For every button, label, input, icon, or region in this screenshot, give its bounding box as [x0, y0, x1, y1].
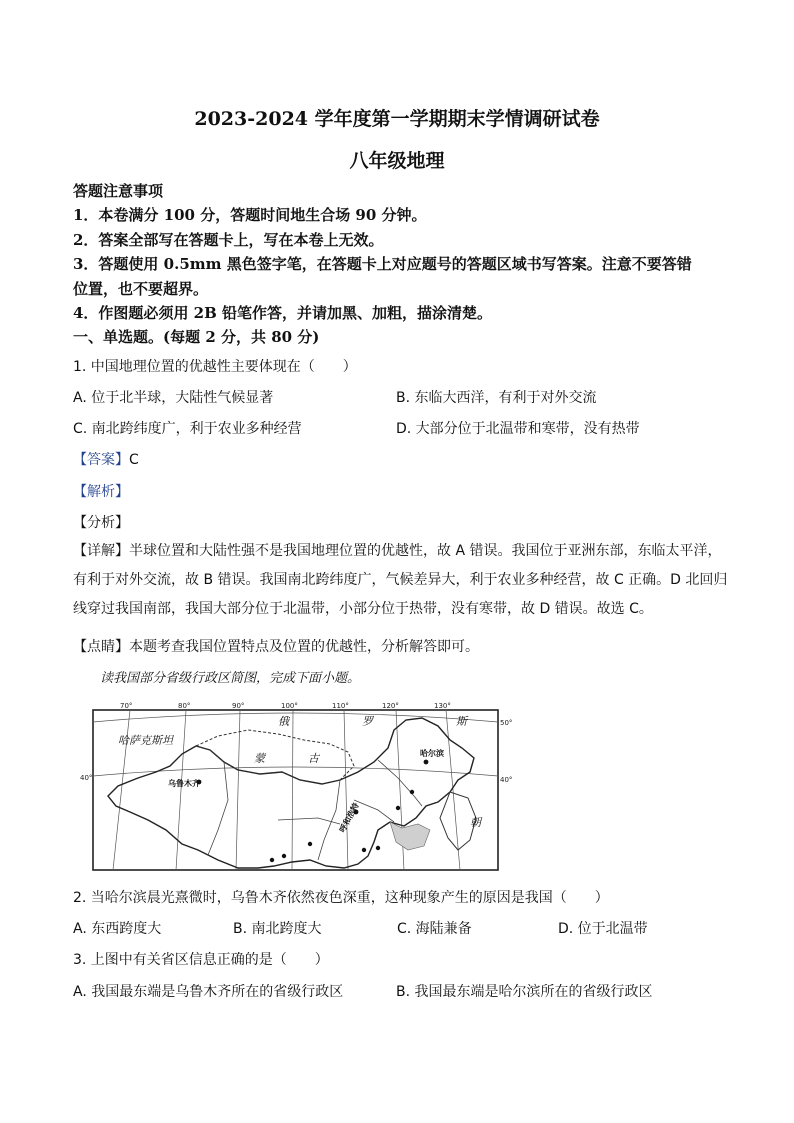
map-intro: 读我国部分省级行政区简图，完成下面小题。: [100, 671, 361, 686]
fenxi-label: 【分析】: [73, 515, 129, 531]
region-label: 俄: [278, 715, 289, 728]
question-2-stem: 2. 当哈尔滨晨光熹微时，乌鲁木齐依然夜色深重，这种现象产生的原因是我国（ ）: [73, 890, 609, 906]
analysis-label: 【解析】: [73, 484, 129, 500]
city-dot: [308, 842, 312, 846]
answer-line: [73, 449, 139, 469]
comment-text: 本题考查我国位置特点及位置的优越性，分析解答即可。: [129, 639, 479, 655]
city-dot: [396, 806, 400, 810]
region-label: 哈萨克斯坦: [118, 734, 173, 747]
notice-item: 3．答题使用 0.5mm 黑色签字笔，在答题卡上对应题号的答题区域书写答案。注意不要答错: [73, 255, 692, 273]
question-2-option-d: D. 位于北温带: [558, 921, 648, 937]
detail-line: 有利于对外交流，故 B 错误。我国南北跨纬度广，气候差异大，利于农业多种经营，故 C 正确。D 北回归: [73, 572, 728, 588]
question-2-option-c: C. 海陆兼备: [397, 921, 472, 937]
region-label: 斯: [456, 715, 467, 728]
lon-label: 130°: [434, 702, 451, 710]
notice-item: 4．作图题必须用 2B 铅笔作答，并请加黑、加粗，描涂清楚。: [73, 304, 492, 322]
city-dot: [376, 846, 380, 850]
question-3-option-a: A. 我国最东端是乌鲁木齐所在的省级行政区: [73, 984, 344, 1000]
region-label: 罗: [362, 715, 373, 728]
city-label-urumqi: 乌鲁木齐: [168, 779, 200, 788]
question-1-option-c: C. 南北跨纬度广，利于农业多种经营: [73, 421, 302, 437]
lon-label: 70°: [120, 702, 133, 710]
detail-line: 线穿过我国南部，我国大部分位于北温带，小部分位于热带，没有寒带，故 D 错误。故选 C。: [73, 601, 653, 617]
exam-title: 2023-2024 学年度第一学期期末学情调研试卷: [194, 108, 600, 130]
city-dot: [410, 790, 414, 794]
region-label: 古: [308, 752, 319, 765]
detail-label: 【详解】: [73, 543, 129, 559]
city-label-hohhot: 呼和浩特: [337, 801, 361, 834]
detail-paragraph: [73, 537, 733, 624]
question-1-option-a: A. 位于北半球，大陆性气候显著: [73, 390, 274, 406]
notice-item: 位置，也不要超界。: [73, 280, 209, 298]
exam-subtitle: 八年级地理: [349, 150, 445, 172]
lon-label: 90°: [232, 702, 245, 710]
region-label: 蒙: [254, 752, 265, 765]
lon-label: 100°: [281, 702, 298, 710]
answer-label: 【答案】: [73, 452, 129, 468]
comment-label: 【点睛】: [73, 639, 129, 655]
province-map: [78, 700, 513, 875]
region-label: 朝: [470, 816, 481, 829]
lon-label: 120°: [382, 702, 399, 710]
question-2-option-b: B. 南北跨度大: [233, 921, 322, 937]
lat-label: 40°: [80, 774, 93, 782]
city-label-harbin: 哈尔滨: [420, 749, 444, 758]
question-1-option-b: B. 东临大西洋，有利于对外交流: [396, 390, 597, 406]
lat-label: 50°: [500, 719, 513, 727]
city-dot: [282, 854, 286, 858]
section-heading: 一、单选题。(每题 2 分，共 80 分): [73, 328, 320, 346]
question-2-option-a: A. 东西跨度大: [73, 921, 162, 937]
city-dot: [362, 848, 366, 852]
notice-heading: 答题注意事项: [73, 182, 164, 200]
detail-line: 半球位置和大陆性强不是我国地理位置的优越性，故 A 错误。我国位于亚洲东部，东临太平洋，: [129, 543, 722, 559]
notice-item: 2．答案全部写在答题卡上，写在本卷上无效。: [73, 231, 384, 249]
lat-label: 40°: [500, 776, 513, 784]
question-1-stem: 1. 中国地理位置的优越性主要体现在（ ）: [73, 359, 357, 375]
comment-line: [73, 636, 479, 656]
question-1-option-d: D. 大部分位于北温带和寒带，没有热带: [396, 421, 640, 437]
city-dot: [424, 760, 429, 765]
city-dot: [270, 858, 274, 862]
lon-label: 80°: [178, 702, 191, 710]
question-3-stem: 3. 上图中有关省区信息正确的是（ ）: [73, 952, 329, 968]
question-3-option-b: B. 我国最东端是哈尔滨所在的省级行政区: [396, 984, 653, 1000]
answer-value: C: [129, 452, 139, 468]
notice-item: 1．本卷满分 100 分，答题时间地生合场 90 分钟。: [73, 206, 427, 224]
lon-label: 110°: [332, 702, 349, 710]
